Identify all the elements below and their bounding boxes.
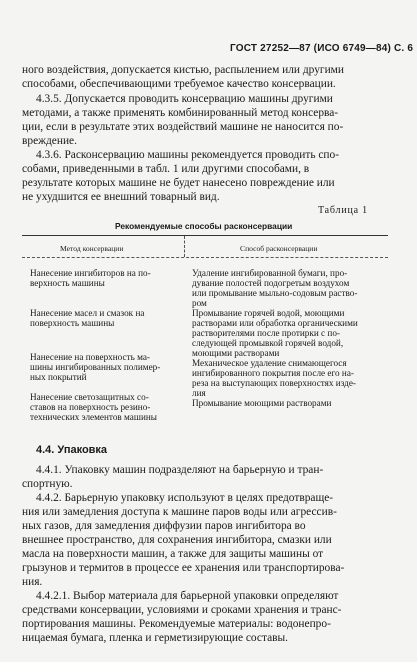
text-line: ных газов, для замедления диффузии паров ингибитора во xyxy=(22,520,306,532)
text-line: 4.4.1. Упаковку машин подразделяют на барьерную и тран- xyxy=(36,464,324,476)
text-line: 4.4.2.1. Выбор материала для барьерной упаковки определяют xyxy=(36,590,339,602)
text-line: средствами консервации, условиями и сроками хранения и транс- xyxy=(22,604,342,616)
text-line: 4.4.2. Барьерную упаковку используют в целях предотвраще- xyxy=(36,492,334,504)
table-header-rule xyxy=(22,257,388,258)
text-line: 4.3.6. Расконсервацию машины рекомендуется проводить спо- xyxy=(36,149,340,161)
text-line: 4.3.5. Допускается проводить консервацию машины другими xyxy=(36,93,333,105)
table-cell-line: Механическое удаление снимающегося xyxy=(192,358,347,368)
text-line: внешнее пространство, для сохранения ингибитора, смазки или xyxy=(22,534,332,546)
table-top-rule xyxy=(22,235,388,236)
text-line: ния. xyxy=(22,576,43,588)
table-cell-line: Удаление ингибированной бумаги, про- xyxy=(192,268,348,278)
table-cell-line: следующей промывкой горячей водой, xyxy=(192,338,344,348)
text-line: собами, приведенными в табл. 1 или другими способами, в xyxy=(22,163,310,175)
table-title: Рекомендуемые способы расконсервации xyxy=(115,221,293,231)
text-line: не ухудшится ее внешний товарный вид. xyxy=(22,191,220,203)
table-cell-line: дувание полостей подогретым воздухом xyxy=(192,278,350,288)
table-cell-line: Нанесение ингибиторов на по- xyxy=(30,268,151,278)
table-cell-line: лия xyxy=(192,388,206,398)
table-cell-line: моющими растворами xyxy=(192,348,280,358)
text-line: спортную. xyxy=(22,478,73,490)
text-line: масла на поверхности машин, а также для защиты машины от xyxy=(22,548,324,560)
table-number: Таблица 1 xyxy=(318,205,368,216)
table-cell-line: ных покрытий xyxy=(30,372,87,382)
table-cell-line: ром xyxy=(192,298,207,308)
table-cell-line: ингибированного покрытия после его на- xyxy=(192,368,354,378)
table-cell-line: ставов на поверхность резино- xyxy=(30,402,151,412)
table-cell-line: или промывание мыльно-содовым раство- xyxy=(192,288,358,298)
text-line: грызунов и термитов в процессе ее хранения или транспортирова- xyxy=(22,562,345,574)
table-header-method: Метод консервации xyxy=(60,244,124,253)
section-heading: 4.4. Упаковка xyxy=(36,444,108,456)
table-cell-line: реза на выступающих поверхностях изде- xyxy=(192,378,356,388)
table-cell-line: технических элементов машины xyxy=(30,412,157,422)
table-cell-line: Нанесение светозащитных со- xyxy=(30,392,149,402)
table-cell-line: поверхность машины xyxy=(30,318,115,328)
text-line: ного воздействия, допускается кистью, распылением или другими xyxy=(22,64,344,76)
table-header-removal: Способ расконсервации xyxy=(240,244,318,253)
table-cell-line: Нанесение на поверхность ма- xyxy=(30,352,150,362)
table-cell-line: растворителями после протирки с по- xyxy=(192,328,340,338)
text-line: вреждение. xyxy=(22,135,77,147)
text-line: методами, а также применять комбинированный метод консерва- xyxy=(22,107,339,119)
running-header: ГОСТ 27252—87 (ИСО 6749—84) С. 6 xyxy=(230,43,414,54)
table-cell-line: Промывание моющими растворами xyxy=(192,398,332,408)
table-cell-line: верхность машины xyxy=(30,278,105,288)
table-cell-line: растворами или обработка органическими xyxy=(192,318,358,328)
text-line: результате которых машине не будет нанесено повреждение или xyxy=(22,177,335,189)
table-cell-line: Промывание горячей водой, моющими xyxy=(192,308,345,318)
text-line: способами, обеспечивающими требуемое качество консервации. xyxy=(22,78,336,90)
text-line: ции, если в результате этих воздействий машине не наносится по- xyxy=(22,121,344,133)
text-line: портирования машины. Рекомендуемые материалы: водонепро- xyxy=(22,618,331,630)
text-line: ницаемая бумага, пленка и герметизирующие составы. xyxy=(22,632,289,644)
table-column-divider xyxy=(184,236,185,257)
text-line: ния или замедления доступа к машине паров воды или агрессив- xyxy=(22,506,337,518)
table-cell-line: шины ингибированных полимер- xyxy=(30,362,161,372)
table-cell-line: Нанесение масел и смазок на xyxy=(30,308,145,318)
